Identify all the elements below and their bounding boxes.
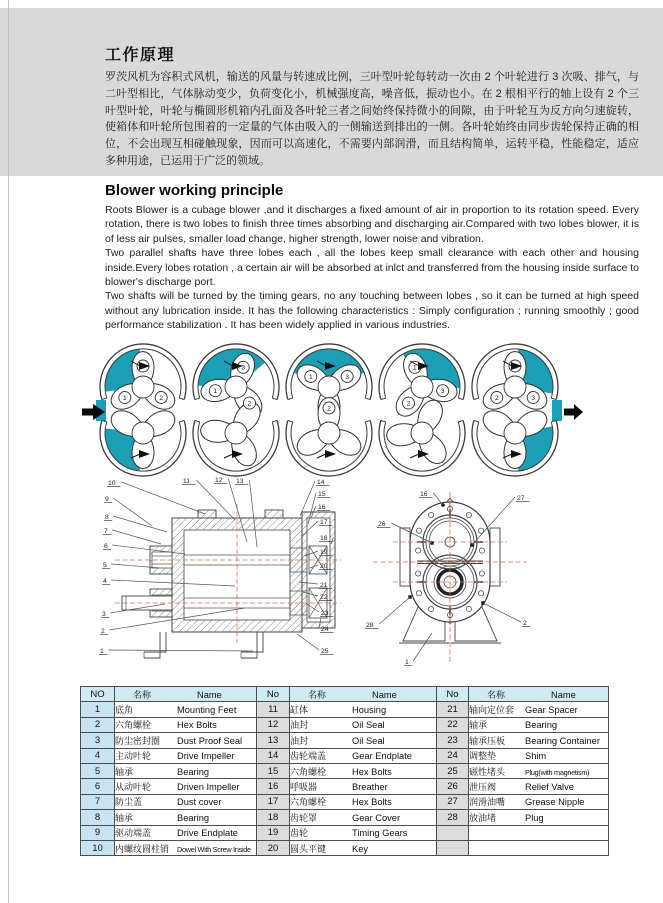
part-number-label: 28: [366, 622, 374, 629]
mounting-foot: [144, 632, 160, 658]
wall-end-cap: [195, 420, 200, 421]
part-no-cell: 20: [257, 840, 290, 855]
mounting-foot: [241, 632, 263, 652]
rotation-arrow-bottom: [325, 450, 336, 458]
lobe-stage-4: [379, 344, 465, 476]
bottom-rotor-hub: [318, 422, 340, 444]
rotation-arrow-tail: [224, 454, 233, 458]
part-number-label: 13: [236, 478, 244, 485]
part-no-cell: 28: [437, 810, 469, 825]
part-name-cell: 主动叶轮 Drive Impeller: [115, 748, 257, 763]
part-no-cell: 10: [81, 840, 115, 855]
part-number-label: 20: [320, 563, 328, 570]
lobe-stage-1: [96, 344, 186, 476]
wall-end-cap: [288, 398, 293, 399]
wall-end-cap: [381, 420, 386, 421]
table-row: [81, 810, 609, 825]
en-paragraph-1: Roots Blower is a cubage blower ,and it discharges a fixed amount of air in proportion to its rotation speed. Every rotation, there is two lobes to finish three times absorbing and discharging air.Compared with two lobes blower, it is of less air pulses, smaller load change, higher strength, lower noise and vibration.: [105, 204, 639, 245]
bottom-rotor-hub: [132, 422, 154, 444]
part-number-label: 21: [320, 582, 328, 589]
part-number-label: 1: [405, 659, 409, 666]
part-name-cell: 防尘盖 Dust cover: [115, 794, 257, 809]
table-header-row: [81, 687, 609, 702]
lobe-number: 2: [247, 400, 252, 408]
bottom-rotor-hub: [504, 422, 526, 444]
top-rotor-hub: [225, 376, 247, 398]
part-no-cell: [437, 840, 469, 855]
lobe-number: 1: [123, 394, 127, 402]
header-no: NO: [81, 687, 115, 702]
part-no-cell: 22: [437, 717, 469, 732]
wall-end-cap: [102, 398, 107, 399]
part-name-cell: 驱动端盖 Drive Endplate: [115, 825, 257, 840]
leader-line: [483, 603, 521, 622]
part-name-cell: 泄压阀 Relief Valve: [469, 779, 609, 794]
bolt-hole: [466, 606, 471, 611]
lobe-stage-3: [286, 344, 372, 476]
rotation-arrow-tail: [317, 454, 326, 458]
table-row: [81, 763, 609, 778]
part-no-cell: 17: [257, 794, 290, 809]
table-row: [81, 825, 609, 840]
part-name-cell: 轴承 Bearing: [115, 810, 257, 825]
lobe-number: 3: [531, 394, 535, 402]
lobe-number: 2: [159, 394, 163, 402]
part-number-label: 25: [321, 648, 329, 655]
leader-line: [300, 481, 315, 516]
rotation-arrow-tail: [410, 454, 419, 458]
wall-end-cap: [381, 398, 386, 399]
part-name-cell: 六角螺栓 Hex Bolts: [115, 717, 257, 732]
bolt-hole: [416, 548, 421, 553]
bolt-hole: [428, 606, 433, 611]
english-section-title: Blower working principle: [105, 182, 284, 199]
part-name-cell: 放油堵 Plug: [469, 810, 609, 825]
part-number-label: 23: [321, 610, 329, 617]
part-number-label: 12: [215, 477, 223, 484]
wall-end-cap: [179, 420, 184, 421]
lobe-stage-5: [472, 344, 562, 476]
part-number-label: 17: [320, 519, 328, 526]
part-name-cell: 磁性堵头 Plug(with magnetism): [469, 763, 609, 778]
left-flange: [400, 528, 410, 586]
lobe-number: 1: [413, 364, 417, 372]
part-number-label: 19: [320, 549, 328, 556]
bolt-hole: [479, 548, 484, 553]
wall-end-cap: [551, 398, 556, 399]
lobe-number: 3: [241, 364, 245, 372]
part-name-cell: 轴向定位套 Gear Spacer: [469, 702, 609, 717]
right-flange: [490, 528, 500, 586]
part-number-label: 8: [105, 514, 109, 521]
part-no-cell: 13: [257, 733, 290, 748]
lobe-number: 3: [440, 387, 445, 395]
header-names: 名称 Name: [290, 687, 437, 702]
part-number-label: 16: [420, 491, 428, 498]
leader-line: [121, 482, 205, 514]
part-name-cell: 齿轮罩 Gear Cover: [290, 810, 437, 825]
english-section-body: [105, 203, 639, 333]
part-number-label: 15: [318, 491, 326, 498]
lobe-number: 2: [495, 394, 499, 402]
cross-section-drawing: [95, 468, 347, 700]
part-no-cell: 19: [257, 825, 290, 840]
part-number-label: 2: [523, 620, 527, 627]
part-no-cell: 3: [81, 733, 115, 748]
header-names: 名称 Name: [469, 687, 609, 702]
chinese-section-title: 工作原理: [105, 47, 176, 64]
part-no-cell: 27: [437, 794, 469, 809]
bolt-hole: [416, 591, 421, 596]
part-no-cell: 1: [81, 702, 115, 717]
part-name-cell: 缸体 Housing: [290, 702, 437, 717]
leader-line: [297, 634, 319, 650]
parts-table: [80, 686, 609, 856]
wall-end-cap: [365, 420, 370, 421]
part-name-cell: 底角 Mounting Feet: [115, 702, 257, 717]
bottom-rotor-hub: [225, 422, 247, 444]
top-rotor-hub: [504, 376, 526, 398]
outlet-arrow: [564, 404, 583, 420]
leader-line: [379, 597, 410, 624]
part-no-cell: 15: [257, 763, 290, 778]
leader-line: [112, 530, 161, 544]
wall-end-cap: [179, 398, 184, 399]
part-number-label: 1: [100, 648, 104, 655]
mounting-foot: [144, 632, 166, 652]
part-no-cell: 23: [437, 733, 469, 748]
part-no-cell: 7: [81, 794, 115, 809]
part-no-cell: 24: [437, 748, 469, 763]
part-number-label: 24: [321, 626, 329, 633]
part-no-cell: 8: [81, 810, 115, 825]
wall-end-cap: [474, 398, 479, 399]
part-no-cell: 11: [257, 702, 290, 717]
part-no-cell: 18: [257, 810, 290, 825]
table-row: [81, 779, 609, 794]
table-row: [81, 794, 609, 809]
page-edge-line: [8, 0, 9, 903]
part-name-cell: 齿轮端盖 Gear Endplate: [290, 748, 437, 763]
part-no-cell: 26: [437, 779, 469, 794]
part-number-label: 10: [108, 480, 116, 487]
part-name-cell: 调整垫 Shim: [469, 748, 609, 763]
part-number-label: 22: [320, 594, 328, 601]
part-number-label: 7: [104, 528, 108, 535]
part-no-cell: 5: [81, 763, 115, 778]
part-no-cell: 12: [257, 717, 290, 732]
leader-line: [113, 516, 167, 532]
en-paragraph-2: Two parallel shafts have three lobes each , all the lobes keep small clearance with each other and housing inside.Every lobes rotation , a certain air will be absorbed at inlct and transferred from the housing inside surface to blower's discharge port.: [105, 247, 639, 289]
part-number-label: 11: [183, 478, 191, 485]
part-number-label: 18: [320, 535, 328, 542]
top-rotor-hub: [132, 376, 154, 398]
bolt-hole: [428, 512, 433, 517]
header-no: No: [437, 687, 469, 702]
wall-end-cap: [458, 398, 463, 399]
part-name-cell: [469, 840, 609, 855]
part-name-cell: 防尘密封圈 Dust Proof Seal: [115, 733, 257, 748]
part-number-label: 2: [101, 628, 105, 635]
bolt-hole: [416, 528, 421, 533]
part-name-cell: 呼吸器 Breather: [290, 779, 437, 794]
bolt-hole: [478, 591, 483, 596]
wall-end-cap: [288, 420, 293, 421]
part-number-label: 14: [317, 479, 325, 486]
bolt-hole: [466, 512, 471, 517]
part-name-cell: 油封 Oil Seal: [290, 717, 437, 732]
part-no-cell: 9: [81, 825, 115, 840]
part-no-cell: [437, 825, 469, 840]
part-no-cell: 6: [81, 779, 115, 794]
wall-end-cap: [365, 398, 370, 399]
table-row: [81, 748, 609, 763]
part-name-cell: 齿轮 Timing Gears: [290, 825, 437, 840]
part-name-cell: 轴承 Bearing: [469, 717, 609, 732]
chinese-section-body: 罗茨风机为容积式风机，输送的风量与转速成比例，三叶型叶轮每转动一次由 2 个叶轮进行 3 次吸、排气，与二叶型相比，气体脉动变少，负荷变化小，机械强度高，噪音低，振动也小。在 2 根相平行的轴上设有 2 个三叶型叶轮，叶轮与椭圆形机箱内孔面及各叶轮三者之间始终保持微小的间隙，由于叶轮互为反方向匀速旋转，使箱体和叶轮所包围着的一定量的气体由吸入的一侧输送到排出的一侧。各叶轮始终由同步齿轮保持正确的相位，不会出现互相碰触现象，因而可以高速化，不需要内部润滑，而且结构简单，运转平稳，性能稳定，适应多种用途，已运用于广泛的领域。: [105, 71, 639, 167]
lobe-stage-2: [193, 344, 279, 476]
table-row: [81, 733, 609, 748]
header-names: 名称 Name: [115, 687, 257, 702]
part-number-label: 26: [378, 521, 386, 528]
lobe-number: 1: [309, 373, 313, 381]
part-number-label: 6: [104, 543, 108, 550]
outlet-port-air: [552, 400, 562, 421]
en-paragraph-3: Two shafts will be turned by the timing gears, no any touching between lobes , so it can be turned at high speed without any lubrication inside. It has the following characteristics : Simply configuration ; running smoothly ; good performance stabilization . It has been widely applied in various industries.: [105, 290, 639, 332]
part-name-cell: [469, 825, 609, 840]
part-name-cell: 圆头平键 Key: [290, 840, 437, 855]
bottom-rotor-hub: [411, 422, 433, 444]
wall-end-cap: [474, 420, 479, 421]
wall-end-cap: [272, 420, 277, 421]
part-no-cell: 16: [257, 779, 290, 794]
top-rotor-hub: [318, 376, 340, 398]
part-name-cell: 从动叶轮 Driven Impeller: [115, 779, 257, 794]
part-no-cell: 2: [81, 717, 115, 732]
part-name-cell: 轴承 Bearing: [115, 763, 257, 778]
part-name-cell: 六角螺栓 Hex Bolts: [290, 794, 437, 809]
part-number-label: 3: [102, 611, 106, 618]
bolt-hole: [416, 571, 421, 576]
top-rotor-hub: [411, 376, 433, 398]
part-name-cell: 润滑油嘴 Grease Nipple: [469, 794, 609, 809]
lobe-number: 2: [406, 400, 411, 408]
leader-line: [108, 650, 253, 651]
mounting-foot: [241, 632, 257, 658]
wall-end-cap: [195, 398, 200, 399]
part-number-label: 16: [318, 504, 326, 511]
table-row: [81, 717, 609, 732]
part-name-cell: 油封 Oil Seal: [290, 733, 437, 748]
section-part: [265, 510, 283, 518]
part-no-cell: 4: [81, 748, 115, 763]
table-row: [81, 840, 609, 855]
end-view-drawing: [355, 468, 590, 700]
header-no: No: [257, 687, 290, 702]
lobe-number: 2: [327, 405, 331, 413]
bolt-hole: [479, 571, 484, 576]
lobe-number: 3: [345, 373, 349, 381]
part-name-cell: 六角螺栓 Hex Bolts: [290, 763, 437, 778]
part-number-label: 27: [517, 495, 525, 502]
table-row: [81, 702, 609, 717]
part-number-label: 4: [103, 578, 107, 585]
part-name-cell: 内螺纹圆柱销 Dowel With Screw Inside: [115, 840, 257, 855]
part-name-cell: 轴承压板 Bearing Container: [469, 733, 609, 748]
lobe-number: 1: [213, 387, 218, 395]
wall-end-cap: [272, 398, 277, 399]
section-part: [198, 510, 216, 518]
part-number-label: 5: [103, 562, 107, 569]
part-no-cell: 14: [257, 748, 290, 763]
part-no-cell: 25: [437, 763, 469, 778]
part-no-cell: 21: [437, 702, 469, 717]
part-number-label: 9: [105, 496, 109, 503]
wall-end-cap: [458, 420, 463, 421]
